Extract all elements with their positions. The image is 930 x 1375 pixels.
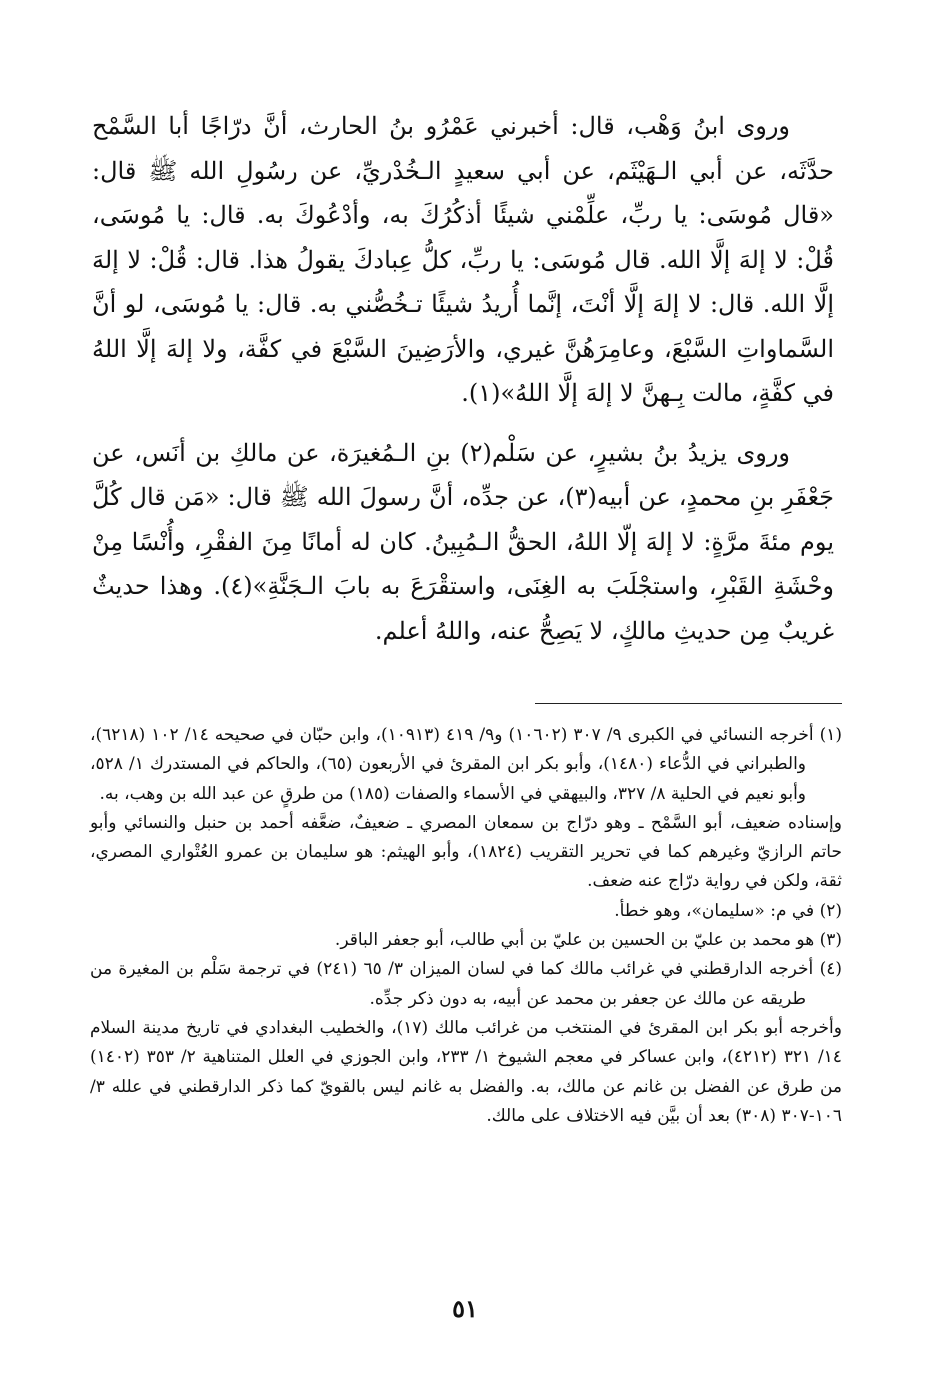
footnote-divider [535, 703, 842, 704]
main-text [92, 104, 834, 653]
footnote-3: (٣) هو محمد بن عليّ بن الحسين بن عليّ بن أبي طالب، أبو جعفر الباقر. [334, 930, 842, 951]
footnote-4-continuation: وأخرجه أبو بكر ابن المقرئ في المنتخب من غرائب مالك (١٧)، والخطيب البغدادي في تاريخ مدينة السلام ١٤/ ٣٢١ (٤٢١٢)، وابن عساكر في معجم الشيوخ ١/ ٢٣٣، وابن الجوزي في العلل المتناهية ٢/ ٣٥٣ (١٤٠٢) من طرق عن الفضل بن غانم عن مالك، به. والفضل به غانم ليس بالقويّ كما ذكر الدارقطني في علله ٣/ ١٠٦-٣٠٧ (٣٠٨) بعد أن بيَّن فيه الاختلاف على مالك. [90, 1017, 842, 1126]
footnote-1: (١) أخرجه النسائي في الكبرى ٩/ ٣٠٧ (١٠٦٠٢) و٩/ ٤١٩ (١٠٩١٣)، وابن حبّان في صحيحه ١٤/ ١٠٢ (٦٢١٨)، والطبراني في الدُّعاء (١٤٨٠)، وأبو بكر ابن المقرئ في الأربعون (٦٥)، والحاكم في المستدرك ١/ ٥٢٨، وأبو نعيم في الحلية ٨/ ٣٢٧، والبيهقي في الأسماء والصفات (١٨٥) من طرقٍ عن عبد الله بن وهب، به. [90, 725, 842, 804]
footnote-4: (٤) أخرجه الدارقطني في غرائب مالك كما في لسان الميزان ٣/ ٦٥ (٢٤١) في ترجمة سَلْم بن المغيرة من طريقه عن مالك عن جعفر بن محمد عن أبيه، به دون ذكر جدِّه. [90, 959, 843, 1009]
footnotes [90, 721, 842, 1131]
footnote-1-continuation: وإسناده ضعيف، أبو السَّمْح ـ وهو درّاج بن سمعان المصري ـ ضعيفٌ، ضعَّفه أحمد بن حنبل والنسائي وأبو حاتم الرازيّ وغيرهم كما في تحرير التقريب (١٨٢٤)، وأبو الهيثم: هو سليمان بن عمرو العُتْواري المصري، ثقة، ولكن في رواية درّاج عنه ضعف. [90, 812, 842, 892]
main-paragraph-2: وروى يزيدُ بنُ بشيرٍ، عن سَلْم(٢) بنِ الـمُغيرَة، عن مالكِ بن أنَس، عن جَعْفَرِ بنِ محمدٍ، عن أبيه(٣)، عن جدِّه، أنَّ رسولَ الله ﷺ قال: «مَن قال كُلَّ يوم مئةَ مرَّةٍ: لا إلهَ إلّا اللهُ، الحقُّ الـمُبِينُ. كان له أمانًا مِنَ الفقْرِ، وأُنْسًا مِنْ وحْشَةِ القَبْرِ، واستجْلَبَ به الغِنَى، واستقْرَعَ به بابَ الـجَنَّةِ»(٤). وهذا حديثٌ غريبٌ مِن حديثِ مالكٍ، لا يَصِحُّ عنه، واللهُ أعلم. [92, 438, 834, 645]
page-number: ٥١ [452, 1294, 478, 1323]
main-paragraph-1: وروى ابنُ وَهْب، قال: أخبرني عَمْرُو بنُ الحارث، أنَّ درّاجًا أبا السَّمْح حدَّثَه، عن أبي الـهَيْثَم، عن أبي سعيدٍ الـخُدْريِّ، عن رسُولِ الله ﷺ قال: «قال مُوسَى: يا ربِّ، علِّمْني شيئًا أذكُرُكَ به، وأدْعُوكَ به. قال: يا مُوسَى، قُلْ: لا إلهَ إلَّا الله. قال مُوسَى: يا ربِّ، كلُّ عِبادكَ يقولُ هذا. قال: قُلْ: لا إلهَ إلَّا الله. قال: لا إلهَ إلَّا أنْتَ، إنَّما أُريدُ شيئًا تـخُصُّني به. قال: يا مُوسَى، لو أنَّ السَّماواتِ السَّبْعَ، وعامِرَهُنَّ غيري، والأرَضِينَ السَّبْعَ في كفَّة، ولا إلهَ إلَّا اللهُ في كفَّةٍ، مالت بِـهنَّ لا إلهَ إلَّا اللهُ»(١). [92, 112, 834, 407]
footnote-2: (٢) في م: «سليمان»، وهو خطأ. [614, 900, 842, 921]
